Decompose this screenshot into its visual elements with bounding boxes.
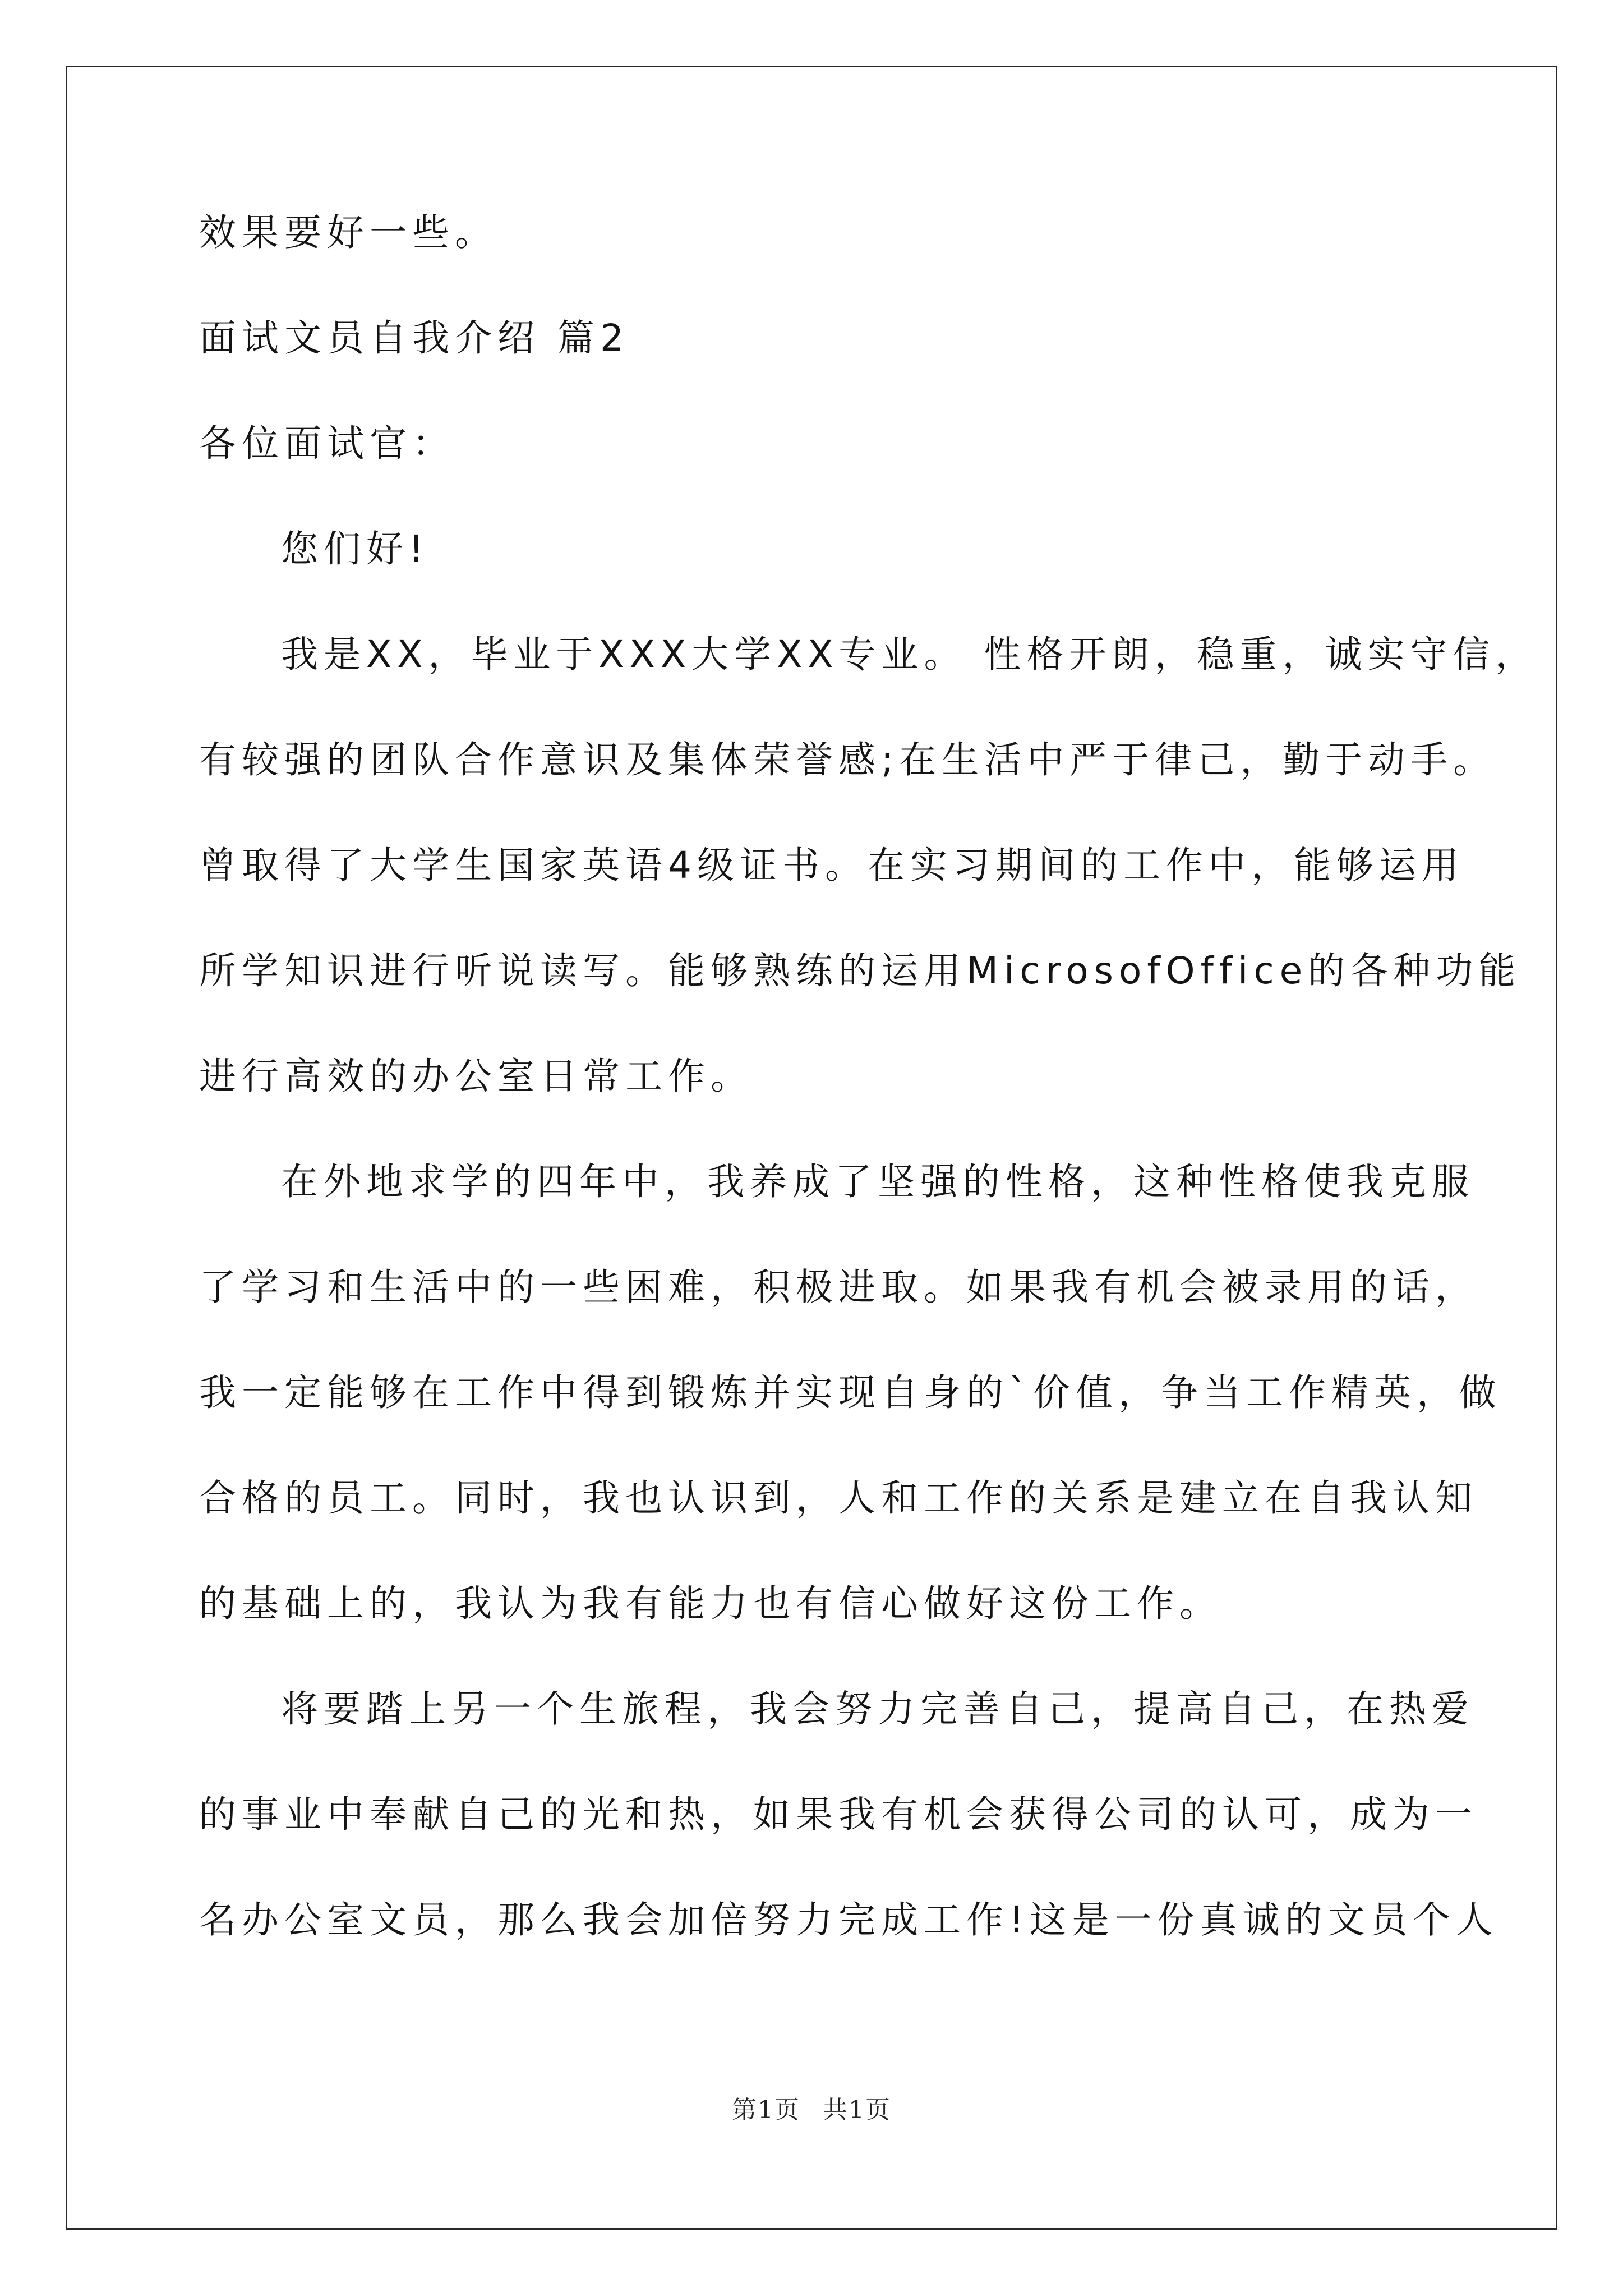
paragraph-line: 效果要好一些。 [199, 211, 497, 254]
paragraph-line: 名办公室文员，那么我会加倍努力完成工作!这是一份真诚的文员个人 [199, 1898, 1498, 1941]
page-footer [0, 2095, 1623, 2126]
greeting: 您们好! [281, 527, 430, 570]
paragraph-line: 的基础上的，我认为我有能力也有信心做好这份工作。 [199, 1582, 1222, 1625]
salutation: 各位面试官： [199, 422, 455, 465]
paragraph-line: 有较强的团队合作意识及集体荣誉感;在生活中严于律己，勤于动手。 [199, 738, 1496, 781]
paragraph-line: 的事业中奉献自己的光和热，如果我有机会获得公司的认可，成为一 [199, 1793, 1478, 1836]
paragraph-line: 了学习和生活中的一些困难，积极进取。如果我有机会被录用的话， [199, 1266, 1478, 1309]
paragraph-line: 进行高效的办公室日常工作。 [199, 1055, 753, 1098]
paragraph-line: 我是XX，毕业于XXX大学XX专业。 性格开朗，稳重，诚实守信， [281, 633, 1538, 676]
page-count: 共1页 [823, 2096, 891, 2124]
paragraph-line: 所学知识进行听说读写。能够熟练的运用MicrosofOffice的各种功能 [199, 949, 1521, 992]
paragraph-line: 合格的员工。同时，我也认识到，人和工作的关系是建立在自我认知 [199, 1476, 1478, 1520]
paragraph-line: 在外地求学的四年中，我养成了坚强的性格，这种性格使我克服 [281, 1160, 1474, 1203]
paragraph-line: 我一定能够在工作中得到锻炼并实现自身的`价值，争当工作精英，做 [199, 1371, 1502, 1414]
paragraph-line: 将要踏上另一个生旅程，我会努力完善自己，提高自己，在热爱 [281, 1687, 1474, 1731]
section-heading: 面试文员自我介绍 篇2 [199, 316, 629, 360]
page-number: 第1页 [732, 2096, 800, 2124]
paragraph-line: 曾取得了大学生国家英语4级证书。在实习期间的工作中，能够运用 [199, 844, 1464, 887]
